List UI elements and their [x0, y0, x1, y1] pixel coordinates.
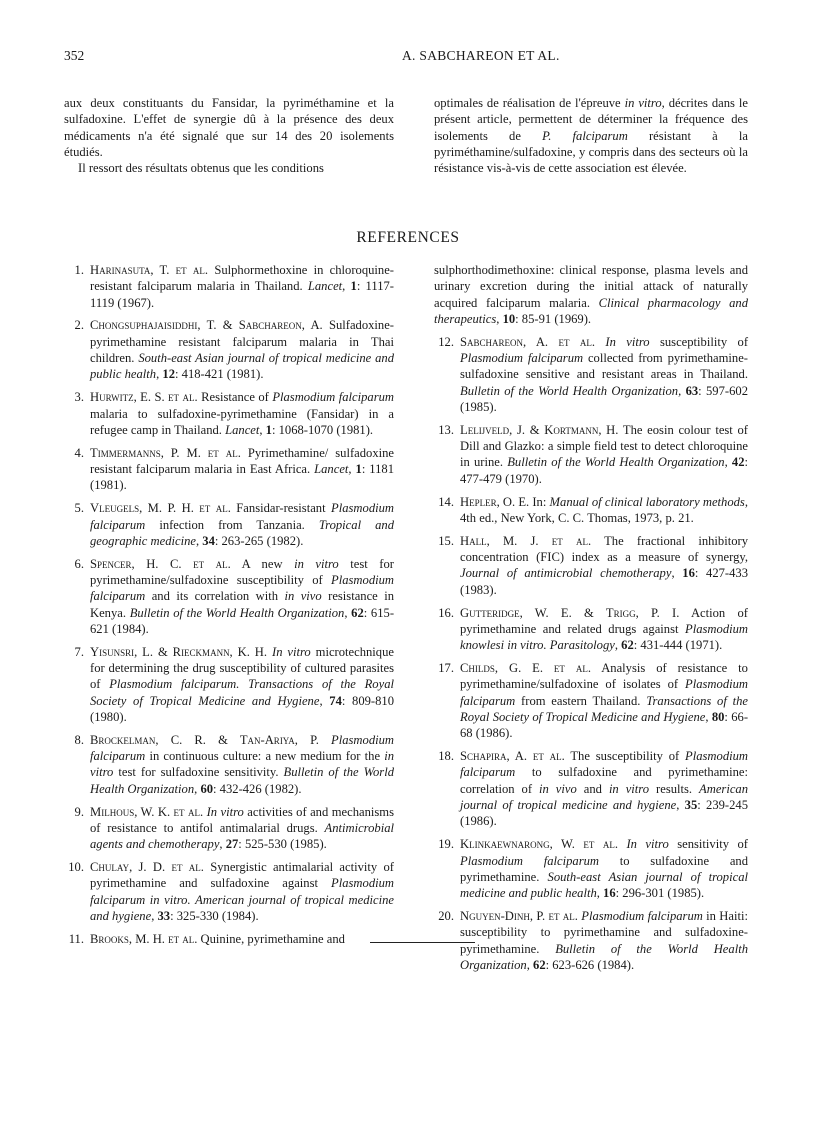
- reference-title: susceptibility of: [649, 334, 749, 349]
- reference-pages: : 239-245 (1986).: [460, 798, 749, 829]
- text-span: , décrites dans le présent article, permettent de déterminer la fréquence des isolements de: [434, 96, 748, 143]
- italic-term: Plasmodium falciparum: [460, 677, 748, 708]
- running-head: A. SABCHAREON ET AL.: [402, 48, 560, 63]
- reference-volume: 1: [355, 462, 362, 477]
- reference-volume: 1: [350, 279, 357, 294]
- reference-authors: Brooks, M. H. et al.: [90, 931, 198, 946]
- reference-journal: Bulletin of the World Health Organization,: [460, 383, 682, 398]
- reference-item: 2. Chongsuphajaisiddhi, T. & Sabchareon, A. Sulfadoxine-pyrimethamine resistant falciparum malaria in Thai children. South-east Asian journal of tropical medicine and public health, 12: 418-421 (1981).: [64, 317, 394, 382]
- reference-title: A new: [230, 556, 295, 571]
- reference-title: sensitivity of: [668, 837, 748, 852]
- reference-authors: Lelijveld, J. & Kortmann, H.: [460, 422, 619, 437]
- references-left-column: [64, 262, 394, 954]
- page-number: 352: [64, 48, 85, 63]
- reference-title: collected from pyrimethamine-sulfadoxine sensitive and resistant areas in Thailand.: [460, 351, 748, 382]
- reference-title: to sulfadoxine and pyrimethamine: correlation of: [460, 765, 748, 796]
- reference-journal: Lancet: [314, 462, 349, 477]
- reference-pages: : 431-444 (1971).: [633, 638, 723, 653]
- reference-pages: : 809-810 (1980).: [90, 693, 395, 724]
- reference-title: Sulfadoxine-pyrimethamine resistant falciparum malaria in Thai children.: [90, 318, 394, 366]
- reference-journal: Journal of antimicrobial chemotherapy: [460, 566, 672, 581]
- reference-title: Pyrimethamine/ sulfadoxine resistant falciparum malaria in East Africa.: [90, 445, 395, 477]
- reference-volume: 74: [329, 693, 342, 708]
- reference-volume: 1: [265, 422, 272, 437]
- reference-journal: Lancet: [225, 422, 260, 437]
- reference-number: 4.: [74, 445, 84, 460]
- italic-term: Plasmodium falciparum: [90, 501, 394, 532]
- reference-authors: Spencer, H. C. et al.: [90, 556, 231, 571]
- text-span: résistant à la pyriméthamine/sulfadoxine, y compris dans des secteurs où la résistance vis-à-vis de cette association est élevée.: [434, 128, 748, 176]
- reference-volume: 16: [603, 886, 616, 901]
- reference-volume: 12: [162, 367, 175, 382]
- reference-pages: : 1181 (1981).: [90, 462, 394, 493]
- reference-journal: South-east Asian journal of tropical medicine and public health: [90, 351, 395, 382]
- reference-pages: : 325-330 (1984).: [170, 909, 259, 924]
- reference-authors: Sabchareon, A. et al.: [460, 334, 595, 349]
- reference-title: Quinine, pyrimethamine and: [197, 931, 345, 946]
- reference-journal: American journal of tropical medicine and hygiene: [90, 892, 394, 924]
- reference-journal: American journal of tropical medicine and hygiene: [460, 781, 749, 813]
- reference-title: In:: [529, 494, 550, 509]
- reference-authors: Brockelman, C. R. & Tan-Ariya, P.: [90, 732, 319, 747]
- reference-authors: Klinkaewnarong, W. et al.: [460, 837, 618, 852]
- reference-item: [434, 494, 748, 527]
- italic-term: Plasmodium falciparum: [460, 853, 599, 868]
- reference-title: microtechnique for determining the drug susceptibility of cultured parasites of: [90, 644, 394, 692]
- reference-title: test for pyrimethamine/sulfadoxine susceptibility of: [90, 556, 394, 588]
- end-rule: [370, 942, 475, 943]
- italic-term: In vitro: [626, 837, 669, 852]
- reference-authors: Chulay, J. D. et al.: [90, 860, 204, 875]
- reference-number: 15.: [438, 533, 454, 548]
- reference-volume: 34: [202, 533, 215, 548]
- reference-item: 18. Schapira, A. et al. The susceptibility of Plasmodium falciparum to sulfadoxine and pyrimethamine: correlation of in vivo and in vitro results. American journal of tropical medicine and hygiene, 35: 239-245 (1986).: [434, 748, 748, 829]
- reference-pages: : 418-421 (1981).: [175, 367, 264, 382]
- reference-volume: 10: [502, 311, 516, 326]
- italic-term: Plasmodium knowlesi in vitro.: [460, 621, 748, 653]
- italic-term: Plasmodium falciparum in vitro.: [90, 876, 394, 907]
- reference-pages: : 296-301 (1985).: [615, 886, 705, 901]
- reference-number: 20.: [438, 909, 454, 924]
- references-right-column: [434, 262, 748, 980]
- reference-journal: Bulletin of the World Health Organization: [90, 765, 395, 796]
- reference-item: 13. Lelijveld, J. & Kortmann, H. The eosin colour test of Dill and Glazko: a simple field test to detect chloroquine in urine. Bulletin of the World Health Organization, 42: 477-479 (1970).: [434, 422, 748, 487]
- reference-item: [64, 931, 394, 947]
- reference-authors: Schapira, A. et al.: [460, 749, 565, 764]
- reference-authors: Hepler, O. E.: [460, 494, 530, 509]
- reference-item: 3. Hurwitz, E. S. et al. Resistance of Plasmodium falciparum malaria to sulfadoxine-pyrimethamine (Fansidar) in a refugee camp in Thailand. Lancet, 1: 1068-1070 (1981).: [64, 389, 394, 438]
- reference-journal: Bulletin of the World Health Organization: [129, 605, 345, 620]
- italic-term: Plasmodium falciparum: [90, 732, 394, 764]
- italic-term: in vivo: [284, 589, 322, 604]
- reference-number: 5.: [74, 501, 84, 516]
- reference-journal: Lancet: [307, 279, 343, 294]
- reference-title: infection from Tanzania.: [145, 517, 319, 532]
- intro-paragraph: [434, 95, 748, 176]
- reference-title: The susceptibility of: [564, 749, 686, 764]
- reference-authors: Harinasuta, T. et al.: [90, 263, 209, 277]
- reference-item: 15. Hall, M. J. et al. The fractional inhibitory concentration (FIC) index as a measure of synergy, Journal of antimicrobial chemotherapy, 16: 427-433 (1983).: [434, 533, 748, 598]
- italic-term: Plasmodium falciparum: [581, 909, 703, 924]
- reference-title: test for sulfadoxine sensitivity.: [113, 765, 284, 780]
- reference-number: 10.: [68, 860, 84, 875]
- reference-item: 6. Spencer, H. C. et al. A new in vitro test for pyrimethamine/sulfadoxine susceptibility of Plasmodium falciparum and its correlation with in vivo resistance in Kenya. Bulletin of the World Health Organization, 62: 615-621 (1984).: [64, 556, 394, 637]
- reference-number: 19.: [438, 837, 454, 852]
- text-span: optimales de réalisation de l'épreuve: [434, 96, 625, 110]
- reference-pages: : 477-479 (1970).: [460, 455, 748, 486]
- reference-number: 9.: [74, 804, 84, 819]
- reference-title: in continuous culture: a new medium for the: [145, 749, 385, 764]
- reference-item: 4. Timmermanns, P. M. et al. Pyrimethamine/ sulfadoxine resistant falciparum malaria in East Africa. Lancet, 1: 1181 (1981).: [64, 445, 394, 494]
- reference-authors: Childs, G. E. et al.: [460, 661, 591, 676]
- reference-item: 5. Vleugels, M. P. H. et al. Fansidar-resistant Plasmodium falciparum infection from Tanzania. Tropical and geographic medicine, 34: 263-265 (1982).: [64, 500, 394, 549]
- intro-paragraph: aux deux constituants du Fansidar, la pyriméthamine et la sulfadoxine. L'effet de synergie dû à la présence des deux médicaments n'a été signalé que sur 14 des 20 isolements étudiés.: [64, 96, 394, 159]
- reference-title: The eosin colour test of Dill and Glazko: a simple field test to detect chloroquine in urine.: [460, 422, 748, 470]
- reference-title: sulphorthodimethoxine: clinical response, plasma levels and urinary excretion during the initial attack of naturally acquired falciparum malaria.: [434, 263, 748, 310]
- reference-pages: : 432-426 (1982).: [213, 781, 302, 796]
- reference-title: malaria to sulfadoxine-pyrimethamine (Fansidar) in a refugee camp in Thailand.: [90, 406, 394, 437]
- reference-volume: 62: [533, 957, 546, 972]
- reference-number: 12.: [438, 334, 454, 349]
- reference-pages: : 597-602 (1985).: [460, 383, 748, 414]
- reference-pages: : 1117-1119 (1967).: [90, 279, 394, 310]
- italic-term: Plasmodium falciparum: [272, 390, 394, 405]
- intro-left-column: [64, 95, 394, 176]
- italic-term: In vitro: [605, 334, 650, 349]
- italic-term: In vitro: [272, 644, 311, 659]
- italic-term: Plasmodium falciparum.: [109, 677, 240, 692]
- italic-term: in vivo: [539, 781, 577, 796]
- reference-item: 7. Yisunsri, L. & Rieckmann, K. H. In vitro microtechnique for determining the drug susceptibility of cultured parasites of Plasmodium falciparum. Transactions of the Royal Society of Tropical Medicine and Hygiene, 74: 809-810 (1980).: [64, 644, 394, 725]
- reference-number: 14.: [438, 494, 454, 509]
- reference-title: resistance in Kenya.: [90, 589, 394, 620]
- reference-authors: Yisunsri, L. & Rieckmann, K. H.: [90, 644, 268, 659]
- reference-number: 18.: [438, 749, 454, 764]
- intro-paragraph: Il ressort des résultats obtenus que les conditions: [78, 161, 324, 176]
- reference-journal: Parasitology: [549, 638, 615, 653]
- reference-number: 7.: [74, 644, 84, 659]
- reference-journal: Antimicrobial agents and chemotherapy: [90, 820, 394, 852]
- reference-number: 3.: [74, 390, 84, 405]
- reference-item: [434, 334, 748, 415]
- reference-authors: Timmermanns, P. M. et al.: [90, 445, 241, 460]
- reference-number: 11.: [68, 931, 84, 946]
- reference-volume: 33: [157, 909, 171, 924]
- reference-item: 8. Brockelman, C. R. & Tan-Ariya, P. Plasmodium falciparum in continuous culture: a new medium for the in vitro test for sulfadoxine sensitivity. Bulletin of the World Health Organization, 60: 432-426 (1982).: [64, 732, 394, 797]
- reference-number: 13.: [438, 422, 454, 437]
- reference-item-continued: sulphorthodimethoxine: clinical response, plasma levels and urinary excretion during the initial attack of naturally acquired falciparum malaria. Clinical pharmacology and therapeutics, 10: 85-91 (1969).: [434, 263, 749, 326]
- reference-title: to sulfadoxine and pyrimethamine.: [460, 853, 748, 884]
- reference-journal: South-east Asian journal of tropical medicine and public health: [460, 869, 748, 901]
- reference-title: and its correlation with: [145, 589, 285, 604]
- reference-title: Resistance of: [197, 390, 273, 405]
- reference-pages: : 623-626 (1984).: [545, 957, 635, 972]
- reference-journal: Transactions of the Royal Society of Tropical Medicine and Hygiene: [460, 693, 748, 724]
- reference-authors: Hurwitz, E. S. et al.: [90, 390, 198, 405]
- reference-journal: Tropical and geographic medicine: [90, 517, 394, 548]
- reference-authors: Nguyen-Dinh, P. et al.: [460, 909, 578, 924]
- reference-journal: Transactions of the Royal Society of Tropical Medicine and Hygiene: [90, 677, 394, 708]
- reference-journal: Bulletin of the World Health Organization: [460, 941, 748, 972]
- reference-volume: 16: [682, 566, 695, 581]
- reference-item: 16. Gutteridge, W. E. & Trigg, P. I. Action of pyrimethamine and related drugs against Plasmodium knowlesi in vitro. Parasitology, 62: 431-444 (1971).: [434, 605, 748, 654]
- reference-number: 17.: [438, 661, 454, 676]
- reference-item: 10. Chulay, J. D. et al. Synergistic antimalarial activity of pyrimethamine and sulfadoxine against Plasmodium falciparum in vitro. American journal of tropical medicine and hygiene, 33: 325-330 (1984).: [64, 859, 394, 924]
- reference-volume: 80: [711, 709, 725, 724]
- reference-title: activities of and mechanisms of resistance to antifol antimalarial drugs.: [90, 804, 394, 835]
- reference-pages: : 615-621 (1984).: [90, 605, 395, 636]
- reference-number: 8.: [74, 732, 84, 747]
- reference-title: in Haiti: susceptibility to pyrimethamine and sulfadoxine-pyrimethamine.: [460, 909, 748, 956]
- italic-term: in vitro: [90, 749, 394, 780]
- reference-volume: 27: [225, 837, 239, 852]
- reference-pages: : 66-68 (1986).: [460, 709, 749, 741]
- reference-authors: Hall, M. J. et al.: [460, 533, 592, 548]
- italic-term: in vitro: [624, 96, 662, 110]
- italic-term: Plasmodium falciparum: [460, 351, 584, 366]
- reference-volume: 60: [200, 781, 214, 796]
- reference-journal: Manual of clinical laboratory methods: [549, 494, 745, 509]
- reference-volume: 35: [684, 798, 698, 813]
- italic-term: P. falciparum: [542, 128, 628, 143]
- italic-term: Plasmodium falciparum: [460, 749, 748, 780]
- reference-publisher: , 4th ed., New York, C. C. Thomas, 1973, p. 21.: [460, 494, 748, 525]
- reference-title: Fansidar-resistant: [230, 501, 332, 516]
- references-heading: REFERENCES: [356, 229, 460, 246]
- reference-volume: 62: [621, 638, 634, 653]
- italic-term: in vitro: [608, 781, 650, 796]
- reference-number: 16.: [438, 605, 454, 620]
- reference-pages: : 85-91 (1969).: [515, 311, 592, 326]
- italic-term: In vitro: [206, 804, 244, 819]
- reference-item: 1. Harinasuta, T. et al. Sulphormethoxine in chloroquine-resistant falciparum malaria in Thailand. Lancet, 1: 1117-1119 (1967).: [64, 262, 394, 311]
- reference-title: Synergistic antimalarial activity of pyrimethamine and sulfadoxine against: [90, 860, 394, 891]
- italic-term: Plasmodium falciparum: [90, 573, 394, 604]
- reference-title: Sulphormethoxine in chloroquine-resistant falciparum malaria in Thailand.: [90, 263, 394, 294]
- reference-authors: Chongsuphajaisiddhi, T. & Sabchareon, A.: [90, 318, 323, 333]
- intro-right-column: [434, 95, 748, 176]
- reference-number: 1.: [74, 263, 84, 277]
- reference-volume: 63: [685, 383, 699, 398]
- reference-authors: Milhous, W. K. et al.: [90, 804, 204, 819]
- reference-item: 9. Milhous, W. K. et al. In vitro activities of and mechanisms of resistance to antifol antimalarial drugs. Antimicrobial agents and chemotherapy, 27: 525-530 (1985).: [64, 804, 394, 853]
- reference-pages: : 525-530 (1985).: [238, 837, 327, 852]
- reference-number: 2.: [74, 318, 84, 333]
- reference-title: The fractional inhibitory concentration (FIC) index as a measure of synergy,: [460, 533, 749, 565]
- reference-journal: Clinical pharmacology and therapeutics: [434, 295, 749, 326]
- reference-title: Analysis of resistance to pyrimethamine/sulfadoxine of isolates of: [460, 661, 748, 692]
- reference-item: 20. Nguyen-Dinh, P. et al. Plasmodium falciparum in Haiti: susceptibility to pyrimethamine and sulfadoxine-pyrimethamine. Bulletin of the World Health Organization, 62: 623-626 (1984).: [434, 908, 748, 973]
- reference-title: results.: [649, 781, 700, 796]
- italic-term: in vitro: [294, 556, 339, 571]
- reference-pages: : 427-433 (1983).: [460, 566, 749, 597]
- reference-title: from eastern Thailand.: [515, 693, 647, 708]
- reference-title: Action of pyrimethamine and related drugs against: [460, 605, 748, 636]
- reference-pages: : 1068-1070 (1981).: [271, 422, 374, 437]
- reference-authors: Gutteridge, W. E. & Trigg, P. I.: [460, 605, 680, 620]
- reference-item: 19. Klinkaewnarong, W. et al. In vitro sensitivity of Plasmodium falciparum to sulfadoxine and pyrimethamine. South-east Asian journal of tropical medicine and public health, 16: 296-301 (1985).: [434, 836, 748, 901]
- reference-volume: 42: [731, 455, 745, 470]
- reference-title: and: [576, 781, 609, 796]
- page-header: [64, 48, 752, 68]
- reference-item: 17. Childs, G. E. et al. Analysis of resistance to pyrimethamine/sulfadoxine of isolates of Plasmodium falciparum from eastern Thailand. Transactions of the Royal Society of Tropical Medicine and Hygiene, 80: 66-68 (1986).: [434, 660, 748, 741]
- reference-volume: 62: [351, 605, 364, 620]
- reference-pages: : 263-265 (1982).: [214, 533, 304, 548]
- reference-journal: Bulletin of the World Health Organization: [507, 455, 725, 470]
- reference-number: 6.: [74, 556, 84, 571]
- reference-authors: Vleugels, M. P. H. et al.: [90, 501, 231, 516]
